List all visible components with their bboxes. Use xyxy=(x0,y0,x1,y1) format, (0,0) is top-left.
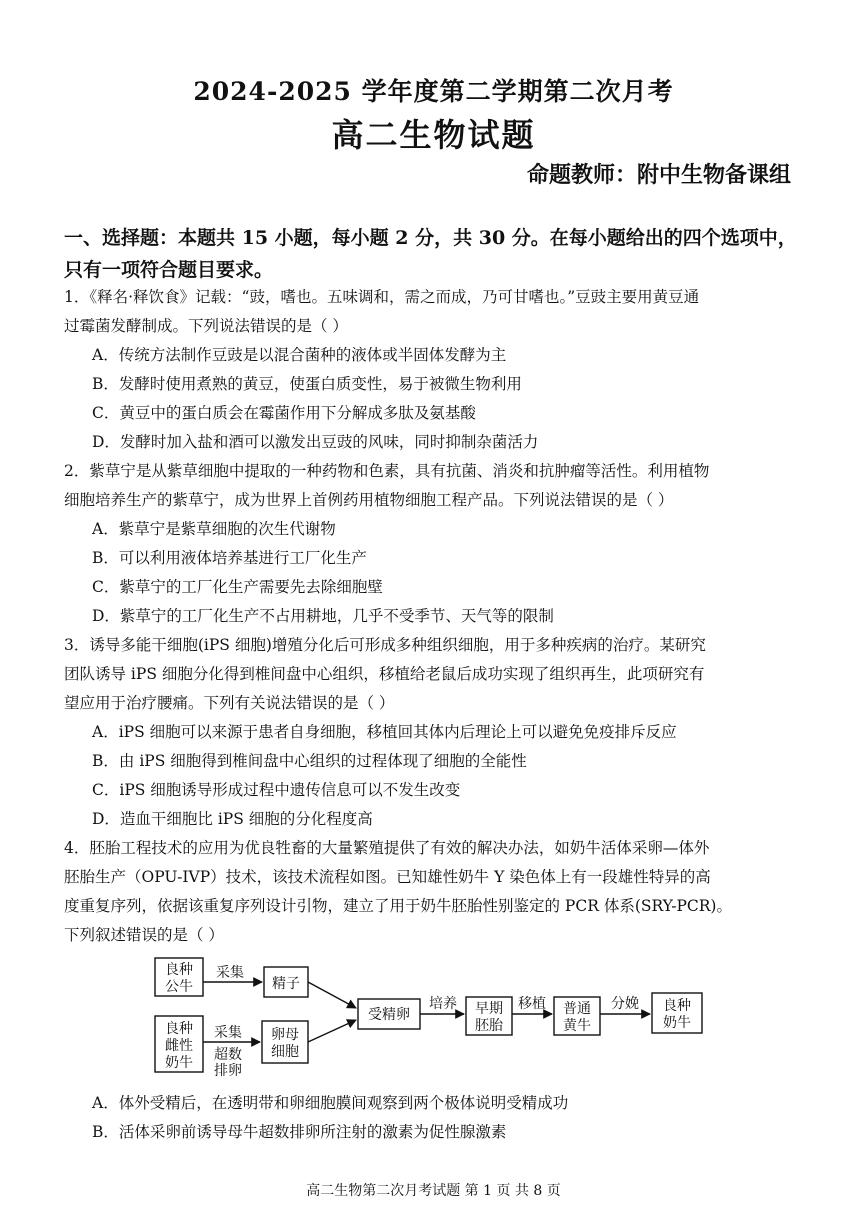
arrow-label-transfer: 移植 xyxy=(518,996,546,1012)
question-3-stem-line-2: 团队诱导 iPS 细胞分化得到椎间盘中心组织，移植给老鼠后成功实现了组织再生，此项研究有 xyxy=(64,665,705,683)
question-4-stem-line-3: 度重复序列，依据该重复序列设计引物，建立了用于奶牛胚胎性别鉴定的 PCR 体系(SRY-PCR)。 xyxy=(64,897,732,915)
box-sperm-label: 精子 xyxy=(272,976,300,992)
question-1-stem-line-2: 过霉菌发酵制成。下列说法错误的是（ ） xyxy=(64,317,348,335)
question-3-stem-line-1: 3．诱导多能干细胞(iPS 细胞)增殖分化后可形成多种组织细胞，用于多种疾病的治疗。某研究 xyxy=(64,636,706,654)
question-4-option-a: A．体外受精后，在透明带和卵细胞膜间观察到两个极体说明受精成功 xyxy=(92,1094,569,1112)
question-1-stem-line-1: 1．《释名·释饮食》记载：“豉，嗜也。五味调和，需之而成，乃可甘嗜也。”豆豉主要用黄豆通 xyxy=(64,288,700,306)
question-3-option-c: C．iPS 细胞诱导形成过程中遗传信息可以不发生改变 xyxy=(92,781,461,799)
exam-title: 2024-2025 学年度第二学期第二次月考 xyxy=(193,77,674,106)
box-offspring-label-1: 良种 xyxy=(663,998,691,1014)
exam-author: 命题教师：附中生物备课组 xyxy=(526,162,791,188)
question-2-stem-line-2: 细胞培养生产的紫草宁，成为世界上首例药用植物细胞工程产品。下列说法错误的是（ ） xyxy=(64,491,674,509)
box-embryo-label-1: 早期 xyxy=(475,1001,503,1017)
box-embryo-label-2: 胚胎 xyxy=(475,1018,503,1034)
arrow-label-collect-bottom: 采集 xyxy=(214,1025,242,1041)
box-cow-label-2: 雌性 xyxy=(165,1038,193,1054)
question-3-option-b: B．由 iPS 细胞得到椎间盘中心组织的过程体现了细胞的全能性 xyxy=(92,752,527,770)
question-2-option-d: D．紫草宁的工厂化生产不占用耕地，几乎不受季节、天气等的限制 xyxy=(92,607,554,625)
box-cow-label-3: 奶牛 xyxy=(165,1055,193,1071)
arrow-label-collect-top: 采集 xyxy=(216,965,244,981)
question-4-stem-line-2: 胚胎生产（OPU-IVP）技术，该技术流程如图。已知雄性奶牛 Y 染色体上有一段雄性特异的高 xyxy=(64,868,711,886)
box-zygote-label: 受精卵 xyxy=(368,1007,410,1023)
arrow-label-birth: 分娩 xyxy=(611,996,639,1012)
box-oocyte-label-2: 细胞 xyxy=(271,1044,299,1060)
question-3-stem-line-3: 望应用于治疗腰痛。下列有关说法错误的是（ ） xyxy=(64,694,395,712)
question-4-stem-line-4: 下列叙述错误的是（ ） xyxy=(64,926,224,944)
exam-subject: 高二生物试题 xyxy=(331,116,536,154)
arrow-label-superovulation-1: 超数 xyxy=(214,1047,242,1063)
box-bull-label-2: 公牛 xyxy=(165,979,193,995)
question-3-option-d: D．造血干细胞比 iPS 细胞的分化程度高 xyxy=(92,810,373,828)
question-2-option-b: B．可以利用液体培养基进行工厂化生产 xyxy=(92,549,367,567)
question-4-option-b: B．活体采卵前诱导母牛超数排卵所注射的激素为促性腺激素 xyxy=(92,1123,507,1141)
question-3-option-a: A．iPS 细胞可以来源于患者自身细胞，移植回其体内后理论上可以避免免疫排斥反应 xyxy=(92,723,677,741)
question-2-option-a: A．紫草宁是紫草细胞的次生代谢物 xyxy=(92,520,336,538)
question-1-option-b: B．发酵时使用煮熟的黄豆，使蛋白质变性，易于被微生物利用 xyxy=(92,375,522,393)
box-bull-label-1: 良种 xyxy=(165,962,193,978)
arrow-oocyte-zygote xyxy=(308,1020,356,1042)
question-4-stem-line-1: 4．胚胎工程技术的应用为优良牲畜的大量繁殖提供了有效的解决办法，如奶牛活体采卵—体外 xyxy=(64,839,710,857)
box-offspring-label-2: 奶牛 xyxy=(663,1015,691,1031)
arrow-label-culture: 培养 xyxy=(429,996,457,1012)
arrow-label-superovulation-2: 排卵 xyxy=(214,1063,242,1079)
arrow-sperm-zygote xyxy=(308,982,356,1008)
page-footer: 高二生物第二次月考试题 第 1 页 共 8 页 xyxy=(306,1183,561,1199)
box-oocyte-label-1: 卵母 xyxy=(271,1027,299,1043)
question-2-option-c: C．紫草宁的工厂化生产需要先去除细胞壁 xyxy=(92,578,383,596)
question-2-stem-line-1: 2．紫草宁是从紫草细胞中提取的一种药物和色素，具有抗菌、消炎和抗肿瘤等活性。利用植物 xyxy=(64,462,710,480)
box-cow-label-1: 良种 xyxy=(165,1021,193,1037)
question-1-option-d: D．发酵时加入盐和酒可以激发出豆豉的风味，同时抑制杂菌活力 xyxy=(92,433,539,451)
box-recipient-label-1: 普通 xyxy=(563,1001,591,1017)
box-recipient-label-2: 黄牛 xyxy=(563,1018,591,1034)
question-1-option-c: C．黄豆中的蛋白质会在霉菌作用下分解成多肽及氨基酸 xyxy=(92,404,476,422)
section-heading: 一、选择题：本题共 15 小题，每小题 2 分，共 30 分。在每小题给出的四个选项中，只有一项符合题目要求。 xyxy=(64,227,797,281)
question-1-option-a: A．传统方法制作豆豉是以混合菌种的液体或半固体发酵为主 xyxy=(92,346,507,364)
